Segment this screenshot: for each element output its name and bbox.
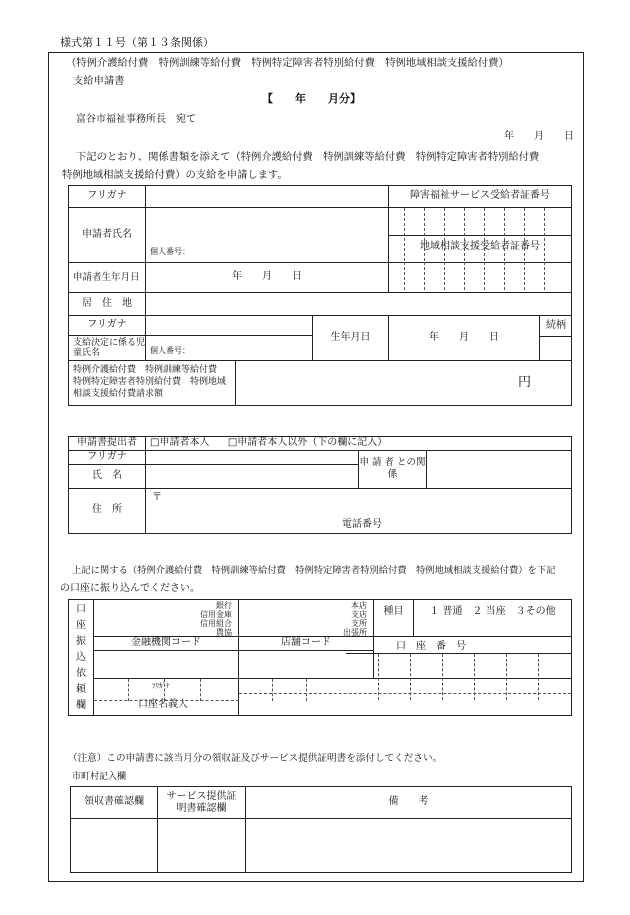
- relation-to-applicant-field[interactable]: [427, 451, 572, 489]
- application-date: 年 月 日: [504, 131, 574, 142]
- bank-side-label: 口座振込依頼欄: [69, 600, 94, 716]
- holder-field[interactable]: [239, 679, 572, 716]
- period-label: 【 年 月分】: [262, 92, 361, 105]
- applicant-kojin-label: 個人番号：: [150, 246, 190, 256]
- child-birth-label: 生年月日: [313, 316, 389, 361]
- submitter-furigana-label: フリガナ: [69, 451, 146, 465]
- relation-label: 続柄: [546, 320, 567, 331]
- postal-mark: 〒: [152, 491, 162, 503]
- applicant-table: [68, 185, 572, 406]
- cert-number-label-1: 障害福祉サービス受給者証番号: [389, 186, 572, 208]
- remarks-label: 備 考: [246, 787, 572, 819]
- relation-to-applicant-label: 申 請 者 との関係: [359, 451, 427, 489]
- child-birth-date-placeholder: 年 月 日: [429, 332, 500, 343]
- address-field[interactable]: [146, 293, 572, 316]
- bank-kind-1: 銀行: [216, 601, 232, 610]
- birth-date-placeholder: 年 月 日: [232, 271, 302, 283]
- form-title-line1: （特例介護給付費 特例訓練等給付費 特例特定障害者特別給付費 特例地域相談支援給付費）: [66, 57, 509, 69]
- submitter-name-field[interactable]: [146, 464, 359, 488]
- claim-amount-field[interactable]: [236, 361, 572, 406]
- child-kojin-label: 個人番号：: [150, 345, 190, 355]
- addressee: 富谷市福祉事務所長 宛て: [76, 114, 196, 125]
- applicant-furigana-field[interactable]: [146, 186, 389, 208]
- applicant-furigana-label: フリガナ: [69, 186, 146, 208]
- institution-code-label: 金融機関コード: [94, 637, 239, 651]
- submitter-option-other[interactable]: □申請者本人以外（下の欄に記入）: [227, 437, 388, 449]
- city-section-label: 市町村記入欄: [72, 772, 127, 782]
- submitter-furigana-field[interactable]: [146, 451, 359, 465]
- remarks-field[interactable]: [246, 819, 572, 873]
- account-number-label: 口 座 番 号: [396, 641, 466, 652]
- branch-kind-3: 支所: [351, 619, 367, 628]
- branch-kind-2: 支店: [351, 610, 367, 619]
- bank-kind-2: 信用金庫: [200, 610, 232, 619]
- branch-code-field[interactable]: [239, 651, 374, 679]
- bank-kind-3: 信用組合: [200, 619, 232, 628]
- applicant-name-label: 申請者氏名: [69, 208, 146, 263]
- child-name-field[interactable]: [146, 336, 313, 361]
- attachment-note: （注意）この申請書に該当月分の領収証及びサービス提供証明書を添付してください。: [68, 753, 443, 764]
- service-cert-check-label: サービス提供証明書確認欄: [158, 787, 246, 819]
- submitter-option-self[interactable]: □申請者本人: [150, 437, 210, 449]
- bank-institution-field[interactable]: [94, 600, 239, 637]
- birth-field[interactable]: [146, 263, 389, 293]
- bank-transfer-table: [68, 599, 572, 716]
- holder-label: 口座名義人: [138, 699, 188, 710]
- child-birth-area[interactable]: [389, 316, 572, 361]
- transfer-intro-line1: 上記に関する（特例介護給付費 特例訓練等給付費 特例特定障害者特別給付費 特例地域相談支援給付費）を下記: [72, 565, 556, 576]
- receipt-check-field[interactable]: [71, 819, 158, 873]
- account-type-options[interactable]: １ 普通 ２ 当座 ３その他: [414, 600, 572, 637]
- claim-amount-label: 特例介護給付費 特例訓練等給付費 特例特定障害者特別給付費 特例地域相談支援給付費請求額: [69, 361, 236, 406]
- bank-kind-4: 農協: [216, 628, 232, 637]
- holder-furigana-label: ﾌﾘｶﾞﾅ: [152, 682, 170, 690]
- applicant-name-field[interactable]: [146, 208, 389, 263]
- holder-label-cell: [94, 679, 239, 716]
- city-table: [70, 786, 572, 873]
- service-cert-check-field[interactable]: [158, 819, 246, 873]
- submitter-table: [68, 436, 572, 534]
- address-label: 居 住 地: [69, 293, 146, 316]
- birth-label: 申請者生年月日: [69, 263, 146, 293]
- child-name-label: 支給決定に係る児童氏名: [69, 336, 146, 361]
- child-furigana-label: フリガナ: [69, 316, 146, 336]
- branch-kind-1: 本店: [351, 601, 367, 610]
- branch-kind-4: 出張所: [343, 628, 367, 637]
- submitter-address-label: 住 所: [69, 488, 146, 533]
- branch-code-label: 店舗コード: [239, 637, 374, 651]
- child-furigana-field[interactable]: [146, 316, 313, 336]
- form-title-line2: 支給申請書: [73, 75, 125, 87]
- institution-code-field[interactable]: [94, 651, 239, 679]
- form-number: 様式第１１号（第１３条関係）: [60, 36, 214, 49]
- phone-label: 電話番号: [342, 518, 382, 530]
- submitter-name-label: 氏 名: [69, 464, 146, 488]
- intro-line1: 下記のとおり、関係書類を添えて（特例介護給付費 特例訓練等給付費 特例特定障害者特別給付費: [76, 151, 540, 163]
- submitter-address-field[interactable]: [146, 488, 572, 533]
- intro-line2: 特例地域相談支援給付費）の支給を申請します。: [62, 169, 288, 181]
- cert-number-label-2: 地域相談支援受給者証番号: [420, 241, 541, 252]
- yen-unit: 円: [518, 374, 532, 390]
- bank-branch-field[interactable]: [239, 600, 374, 637]
- receipt-check-label: 領収書確認欄: [71, 787, 158, 819]
- submitter-options[interactable]: [146, 437, 572, 451]
- submitter-label: 申請書提出者: [69, 437, 146, 451]
- account-type-label: 種目: [374, 600, 414, 637]
- transfer-intro-line2: の口座に振り込んでください。: [60, 583, 200, 594]
